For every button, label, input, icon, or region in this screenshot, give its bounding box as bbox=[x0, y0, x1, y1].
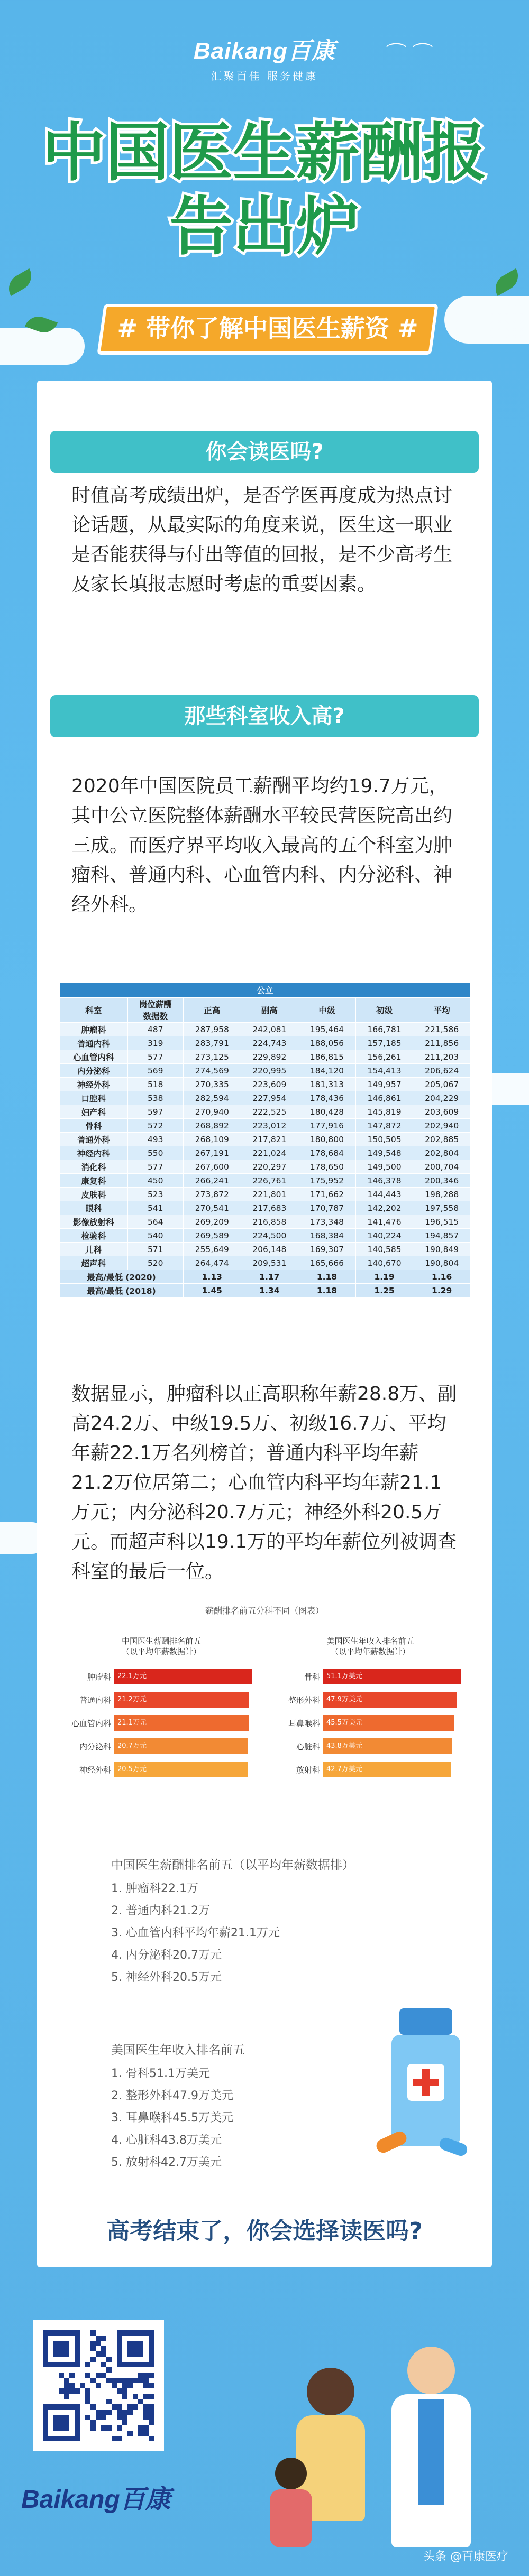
ratio-cell: 1.18 bbox=[298, 1284, 356, 1298]
salary-cell: 146,378 bbox=[355, 1174, 413, 1188]
ratio-cell: 1.34 bbox=[241, 1284, 298, 1298]
salary-cell: 145,819 bbox=[355, 1105, 413, 1119]
salary-cell: 282,594 bbox=[183, 1091, 241, 1105]
salary-cell: 188,056 bbox=[298, 1036, 356, 1050]
salary-cell: 577 bbox=[127, 1160, 183, 1174]
salary-cell: 177,916 bbox=[298, 1119, 356, 1133]
salary-cell: 264,474 bbox=[183, 1256, 241, 1270]
table-header: 中级 bbox=[298, 998, 356, 1023]
watermark: 头条 @百康医疗 bbox=[423, 2550, 508, 2563]
salary-cell: 571 bbox=[127, 1243, 183, 1256]
salary-cell: 216,858 bbox=[241, 1215, 298, 1229]
table-row bbox=[60, 1188, 471, 1201]
list-item: 3. 心血管内科平均年薪21.1万元 bbox=[111, 1926, 280, 1940]
table-header: 科室 bbox=[60, 998, 128, 1023]
bar-row bbox=[272, 1715, 468, 1731]
salary-cell: 266,241 bbox=[183, 1174, 241, 1188]
salary-cell: 220,297 bbox=[241, 1160, 298, 1174]
section-heading-departments: 那些科室收入高? bbox=[50, 695, 479, 737]
section-heading-read-medicine: 你会读医吗? bbox=[50, 431, 479, 473]
salary-cell: 273,872 bbox=[183, 1188, 241, 1201]
salary-cell: 184,120 bbox=[298, 1064, 356, 1078]
brand-logo bbox=[175, 32, 354, 83]
bar-label: 整形外科 bbox=[288, 1695, 320, 1705]
chart-title: 美国医生年收入排名前五 （以平均年薪数据计） bbox=[326, 1636, 414, 1656]
salary-cell: 157,185 bbox=[355, 1036, 413, 1050]
ratio-cell: 1.13 bbox=[183, 1270, 241, 1284]
salary-cell: 175,952 bbox=[298, 1174, 356, 1188]
salary-cell: 493 bbox=[127, 1133, 183, 1146]
salary-cell: 146,861 bbox=[355, 1091, 413, 1105]
leaf-decoration bbox=[4, 268, 37, 296]
salary-cell: 221,586 bbox=[413, 1023, 471, 1036]
salary-cell: 523 bbox=[127, 1188, 183, 1201]
table-row bbox=[60, 1091, 471, 1105]
section2-text: 2020年中国医院员工薪酬平均约19.7万元，其中公立医院整体薪酬水平较民营医院高出约三成。而医疗界平均收入最高的五个科室为肿瘤科、普通内科、心血管内科、内分泌科、神经外科。 bbox=[71, 775, 453, 915]
salary-cell: 180,800 bbox=[298, 1133, 356, 1146]
salary-cell: 538 bbox=[127, 1091, 183, 1105]
salary-cell: 178,684 bbox=[298, 1146, 356, 1160]
ratio-cell: 1.19 bbox=[355, 1270, 413, 1284]
salary-cell: 541 bbox=[127, 1201, 183, 1215]
department-cell: 神经内科 bbox=[60, 1146, 128, 1160]
bar-label: 骨科 bbox=[304, 1672, 320, 1682]
salary-cell: 221,024 bbox=[241, 1146, 298, 1160]
china-ranking-list bbox=[111, 1855, 407, 1989]
salary-cell: 150,505 bbox=[355, 1133, 413, 1146]
salary-cell: 156,261 bbox=[355, 1050, 413, 1064]
salary-cell: 142,202 bbox=[355, 1201, 413, 1215]
department-cell: 儿科 bbox=[60, 1243, 128, 1256]
department-cell: 肿瘤科 bbox=[60, 1023, 128, 1036]
salary-cell: 186,815 bbox=[298, 1050, 356, 1064]
bar: 43.8万美元 bbox=[323, 1738, 452, 1754]
salary-cell: 217,683 bbox=[241, 1201, 298, 1215]
salary-cell: 270,940 bbox=[183, 1105, 241, 1119]
salary-cell: 273,125 bbox=[183, 1050, 241, 1064]
salary-cell: 209,531 bbox=[241, 1256, 298, 1270]
salary-cell: 202,804 bbox=[413, 1146, 471, 1160]
salary-cell: 287,958 bbox=[183, 1023, 241, 1036]
table-header: 副高 bbox=[241, 998, 298, 1023]
table-row bbox=[60, 1105, 471, 1119]
bar: 47.9万美元 bbox=[323, 1692, 457, 1708]
bar: 21.2万元 bbox=[114, 1692, 249, 1708]
list-item: 5. 神经外科20.5万元 bbox=[111, 1971, 222, 1984]
bar-row bbox=[63, 1669, 259, 1684]
page-title-line2: 告出炉 bbox=[169, 190, 360, 264]
salary-cell: 202,940 bbox=[413, 1119, 471, 1133]
cloud-decoration bbox=[0, 328, 85, 365]
salary-cell: 200,704 bbox=[413, 1160, 471, 1174]
department-cell: 普通内科 bbox=[60, 1036, 128, 1050]
table-header: 初级 bbox=[355, 998, 413, 1023]
salary-cell: 206,624 bbox=[413, 1064, 471, 1078]
table-row bbox=[60, 1160, 471, 1174]
bar-row bbox=[272, 1762, 468, 1777]
department-cell: 妇产科 bbox=[60, 1105, 128, 1119]
ratio-cell: 最高/最低 (2018) bbox=[60, 1284, 184, 1298]
bar-row bbox=[272, 1692, 468, 1708]
salary-cell: 197,558 bbox=[413, 1201, 471, 1215]
table-row bbox=[60, 1201, 471, 1215]
salary-cell: 487 bbox=[127, 1023, 183, 1036]
table-header: 正高 bbox=[183, 998, 241, 1023]
list-item: 2. 普通内科21.2万 bbox=[111, 1904, 210, 1917]
medicine-bottle-illustration bbox=[381, 2008, 471, 2167]
salary-cell: 149,957 bbox=[355, 1078, 413, 1091]
table-row bbox=[60, 1133, 471, 1146]
salary-cell: 166,781 bbox=[355, 1023, 413, 1036]
salary-cell: 194,857 bbox=[413, 1229, 471, 1243]
department-cell: 口腔科 bbox=[60, 1091, 128, 1105]
salary-cell: 140,670 bbox=[355, 1256, 413, 1270]
department-cell: 皮肤科 bbox=[60, 1188, 128, 1201]
salary-cell: 319 bbox=[127, 1036, 183, 1050]
list-heading: 美国医生年收入排名前五 bbox=[111, 2043, 245, 2057]
department-cell: 超声科 bbox=[60, 1256, 128, 1270]
department-cell: 内分泌科 bbox=[60, 1064, 128, 1078]
salary-cell: 577 bbox=[127, 1050, 183, 1064]
bar-label: 心脏科 bbox=[296, 1741, 320, 1752]
salary-cell: 170,787 bbox=[298, 1201, 356, 1215]
table-row bbox=[60, 1078, 471, 1091]
bar-label: 神经外科 bbox=[79, 1765, 111, 1775]
salary-cell: 268,892 bbox=[183, 1119, 241, 1133]
salary-cell: 180,428 bbox=[298, 1105, 356, 1119]
salary-cell: 255,649 bbox=[183, 1243, 241, 1256]
department-cell: 心血管内科 bbox=[60, 1050, 128, 1064]
bar: 42.7万美元 bbox=[323, 1762, 451, 1777]
usa-salary-chart bbox=[272, 1636, 468, 1785]
salary-cell: 195,464 bbox=[298, 1023, 356, 1036]
salary-cell: 226,761 bbox=[241, 1174, 298, 1188]
salary-cell: 169,307 bbox=[298, 1243, 356, 1256]
bar: 22.1万元 bbox=[114, 1669, 252, 1684]
ratio-cell: 最高/最低 (2020) bbox=[60, 1270, 184, 1284]
salary-cell: 550 bbox=[127, 1146, 183, 1160]
bar: 20.5万元 bbox=[114, 1762, 248, 1777]
salary-cell: 165,666 bbox=[298, 1256, 356, 1270]
salary-cell: 140,224 bbox=[355, 1229, 413, 1243]
department-cell: 普通外科 bbox=[60, 1133, 128, 1146]
table-row bbox=[60, 1119, 471, 1133]
table-row bbox=[60, 1256, 471, 1270]
salary-cell: 450 bbox=[127, 1174, 183, 1188]
table-header: 平均 bbox=[413, 998, 471, 1023]
salary-cell: 196,515 bbox=[413, 1215, 471, 1229]
salary-cell: 229,892 bbox=[241, 1050, 298, 1064]
list-item: 4. 心脏科43.8万美元 bbox=[111, 2134, 222, 2147]
salary-cell: 190,849 bbox=[413, 1243, 471, 1256]
salary-cell: 564 bbox=[127, 1215, 183, 1229]
salary-cell: 144,443 bbox=[355, 1188, 413, 1201]
salary-cell: 223,609 bbox=[241, 1078, 298, 1091]
table-row bbox=[60, 1146, 471, 1160]
list-item: 3. 耳鼻喉科45.5万美元 bbox=[111, 2111, 233, 2125]
table-row bbox=[60, 1023, 471, 1036]
footer-brand: Baikang百康 bbox=[21, 2486, 171, 2514]
salary-cell: 178,436 bbox=[298, 1091, 356, 1105]
table-footer-row bbox=[60, 1284, 471, 1298]
salary-cell: 178,650 bbox=[298, 1160, 356, 1174]
salary-cell: 149,548 bbox=[355, 1146, 413, 1160]
bar: 21.1万元 bbox=[114, 1715, 249, 1731]
bar-label: 内分泌科 bbox=[79, 1741, 111, 1752]
bar-row bbox=[272, 1669, 468, 1684]
salary-cell: 597 bbox=[127, 1105, 183, 1119]
salary-cell: 540 bbox=[127, 1229, 183, 1243]
salary-cell: 181,313 bbox=[298, 1078, 356, 1091]
ratio-cell: 1.45 bbox=[183, 1284, 241, 1298]
chart-caption: 薪酬排名前五分科不同（图表） bbox=[205, 1606, 324, 1616]
salary-table bbox=[59, 982, 471, 1298]
salary-cell: 171,662 bbox=[298, 1188, 356, 1201]
department-cell: 骨科 bbox=[60, 1119, 128, 1133]
section3-text: 数据显示，肿瘤科以正高职称年薪28.8万、副高24.2万、中级19.5万、初级16.7万、平均年薪22.1万名列榜首；普通内科平均年薪21.2万位居第二；心血管内科平均年薪21.1万元；内分泌科20.7万元；神经外科20.5万元。而超声科以19.1万的平均年薪位列被调查科室的最后一位。 bbox=[71, 1383, 457, 1582]
list-item: 1. 骨科51.1万美元 bbox=[111, 2067, 210, 2080]
salary-cell: 141,476 bbox=[355, 1215, 413, 1229]
salary-cell: 267,600 bbox=[183, 1160, 241, 1174]
salary-cell: 147,872 bbox=[355, 1119, 413, 1133]
bar-row bbox=[63, 1762, 259, 1777]
department-cell: 消化科 bbox=[60, 1160, 128, 1174]
salary-cell: 140,585 bbox=[355, 1243, 413, 1256]
salary-cell: 518 bbox=[127, 1078, 183, 1091]
brand-slogan: 汇聚百佳 服务健康 bbox=[211, 70, 318, 82]
table-header: 岗位薪酬 数据数 bbox=[127, 998, 183, 1023]
bar-row bbox=[272, 1738, 468, 1754]
salary-cell: 211,203 bbox=[413, 1050, 471, 1064]
salary-cell: 211,856 bbox=[413, 1036, 471, 1050]
salary-cell: 274,569 bbox=[183, 1064, 241, 1078]
salary-cell: 270,541 bbox=[183, 1201, 241, 1215]
page-title-line1: 中国医生薪酬报 bbox=[42, 116, 487, 190]
cloud-decoration bbox=[444, 296, 529, 344]
brand-name: Baikang百康 bbox=[193, 38, 336, 64]
salary-cell: 149,500 bbox=[355, 1160, 413, 1174]
qr-code[interactable] bbox=[33, 2320, 164, 2451]
salary-cell: 204,229 bbox=[413, 1091, 471, 1105]
department-cell: 影像放射科 bbox=[60, 1215, 128, 1229]
salary-cell: 242,081 bbox=[241, 1023, 298, 1036]
salary-cell: 269,589 bbox=[183, 1229, 241, 1243]
salary-cell: 223,012 bbox=[241, 1119, 298, 1133]
leaf-decoration bbox=[490, 268, 523, 296]
department-cell: 眼科 bbox=[60, 1201, 128, 1215]
list-heading: 中国医生薪酬排名前五（以平均年薪数据排） bbox=[111, 1858, 354, 1872]
list-item: 2. 整形外科47.9万美元 bbox=[111, 2089, 233, 2102]
closing-question: 高考结束了，你会选择读医吗? bbox=[106, 2218, 423, 2245]
bar-label: 肿瘤科 bbox=[87, 1672, 111, 1682]
salary-cell: 221,801 bbox=[241, 1188, 298, 1201]
subtitle: # 带你了解中国医生薪资 # bbox=[117, 314, 418, 342]
bar-row bbox=[63, 1715, 259, 1731]
list-item: 5. 放射科42.7万美元 bbox=[111, 2156, 222, 2169]
table-caption: 公立 bbox=[60, 983, 471, 998]
salary-cell: 270,335 bbox=[183, 1078, 241, 1091]
salary-cell: 283,791 bbox=[183, 1036, 241, 1050]
birds-decoration: ⌒ ⌒ bbox=[386, 42, 433, 65]
salary-cell: 217,821 bbox=[241, 1133, 298, 1146]
salary-cell: 227,954 bbox=[241, 1091, 298, 1105]
salary-cell: 222,525 bbox=[241, 1105, 298, 1119]
department-cell: 康复科 bbox=[60, 1174, 128, 1188]
salary-cell: 220,995 bbox=[241, 1064, 298, 1078]
salary-cell: 202,885 bbox=[413, 1133, 471, 1146]
usa-ranking-list bbox=[111, 2040, 407, 2174]
list-item: 4. 内分泌科20.7万元 bbox=[111, 1949, 222, 1962]
salary-cell: 154,413 bbox=[355, 1064, 413, 1078]
chart-title: 中国医生薪酬排名前五 （以平均年薪数据计） bbox=[121, 1636, 201, 1656]
bar-row bbox=[63, 1692, 259, 1708]
bar-label: 耳鼻喉科 bbox=[288, 1718, 320, 1728]
bar: 51.1万美元 bbox=[323, 1669, 461, 1684]
salary-cell: 168,384 bbox=[298, 1229, 356, 1243]
salary-cell: 190,804 bbox=[413, 1256, 471, 1270]
bar-label: 心血管内科 bbox=[71, 1718, 111, 1728]
table-row bbox=[60, 1243, 471, 1256]
list-item: 1. 肿瘤科22.1万 bbox=[111, 1882, 198, 1895]
salary-cell: 206,148 bbox=[241, 1243, 298, 1256]
table-row bbox=[60, 1215, 471, 1229]
doctor-family-illustration bbox=[275, 2336, 518, 2558]
ratio-cell: 1.16 bbox=[413, 1270, 471, 1284]
salary-cell: 224,500 bbox=[241, 1229, 298, 1243]
salary-cell: 198,288 bbox=[413, 1188, 471, 1201]
salary-cell: 203,609 bbox=[413, 1105, 471, 1119]
salary-cell: 268,109 bbox=[183, 1133, 241, 1146]
salary-cell: 200,346 bbox=[413, 1174, 471, 1188]
ratio-cell: 1.29 bbox=[413, 1284, 471, 1298]
section1-text: 时值高考成绩出炉，是否学医再度成为热点讨论话题，从最实际的角度来说，医生这一职业是否能获得与付出等值的回报，是不少高考生及家长填报志愿时考虑的重要因素。 bbox=[71, 485, 453, 595]
department-cell: 检验科 bbox=[60, 1229, 128, 1243]
table-row bbox=[60, 1174, 471, 1188]
salary-cell: 569 bbox=[127, 1064, 183, 1078]
department-cell: 神经外科 bbox=[60, 1078, 128, 1091]
salary-cell: 269,209 bbox=[183, 1215, 241, 1229]
ratio-cell: 1.17 bbox=[241, 1270, 298, 1284]
bar: 45.5万美元 bbox=[323, 1715, 454, 1731]
bar-label: 放射科 bbox=[296, 1765, 320, 1775]
salary-cell: 224,743 bbox=[241, 1036, 298, 1050]
salary-cell: 267,191 bbox=[183, 1146, 241, 1160]
salary-cell: 520 bbox=[127, 1256, 183, 1270]
table-footer-row bbox=[60, 1270, 471, 1284]
bar-label: 普通内科 bbox=[79, 1695, 111, 1705]
table-row bbox=[60, 1064, 471, 1078]
table-row bbox=[60, 1050, 471, 1064]
salary-cell: 572 bbox=[127, 1119, 183, 1133]
table-row bbox=[60, 1036, 471, 1050]
ratio-cell: 1.25 bbox=[355, 1284, 413, 1298]
salary-cell: 205,067 bbox=[413, 1078, 471, 1091]
china-salary-chart bbox=[63, 1636, 259, 1785]
salary-cell: 173,348 bbox=[298, 1215, 356, 1229]
bar: 20.7万元 bbox=[114, 1738, 248, 1754]
bar-row bbox=[63, 1738, 259, 1754]
ratio-cell: 1.18 bbox=[298, 1270, 356, 1284]
table-row bbox=[60, 1229, 471, 1243]
